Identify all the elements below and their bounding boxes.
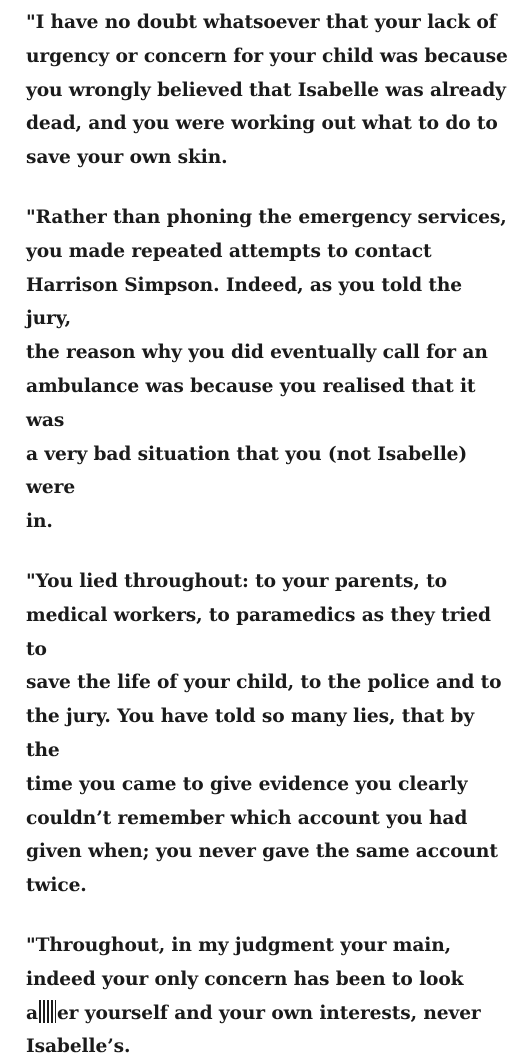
paragraph-1: "I have no doubt whatsoever that your lack of urgency or concern for your child was because you wrongly believed that Isabelle was already dead, and you were working out what to do to save your own skin. (26, 12, 508, 169)
text-cursor-glitch-icon (39, 1000, 56, 1023)
paragraph-2: "Rather than phoning the emergency services, you made repeated attempts to contact Harrison Simpson. Indeed, as you told the jury, the reason why you did eventually call for an ambulance was because you realised that it was a very bad situation that you (not Isabelle) were in. (26, 206, 507, 533)
paragraph-4 (26, 929, 511, 1064)
paragraph-4-end: er yourself and your own interests, never Isabelle’s. (26, 1002, 481, 1058)
paragraph-3: "You lied throughout: to your parents, to medical workers, to paramedics as they tried to save the life of your child, to the police and to the jury. You have told so many lies, that by the time you came to give evidence you clearly couldn’t remember which account you had given when; you never gave the same account twice. (26, 570, 502, 897)
paragraph-4-start: "Throughout, in my judgment your main, indeed your only concern has been to look a (26, 934, 464, 1024)
article-body (26, 6, 511, 1064)
